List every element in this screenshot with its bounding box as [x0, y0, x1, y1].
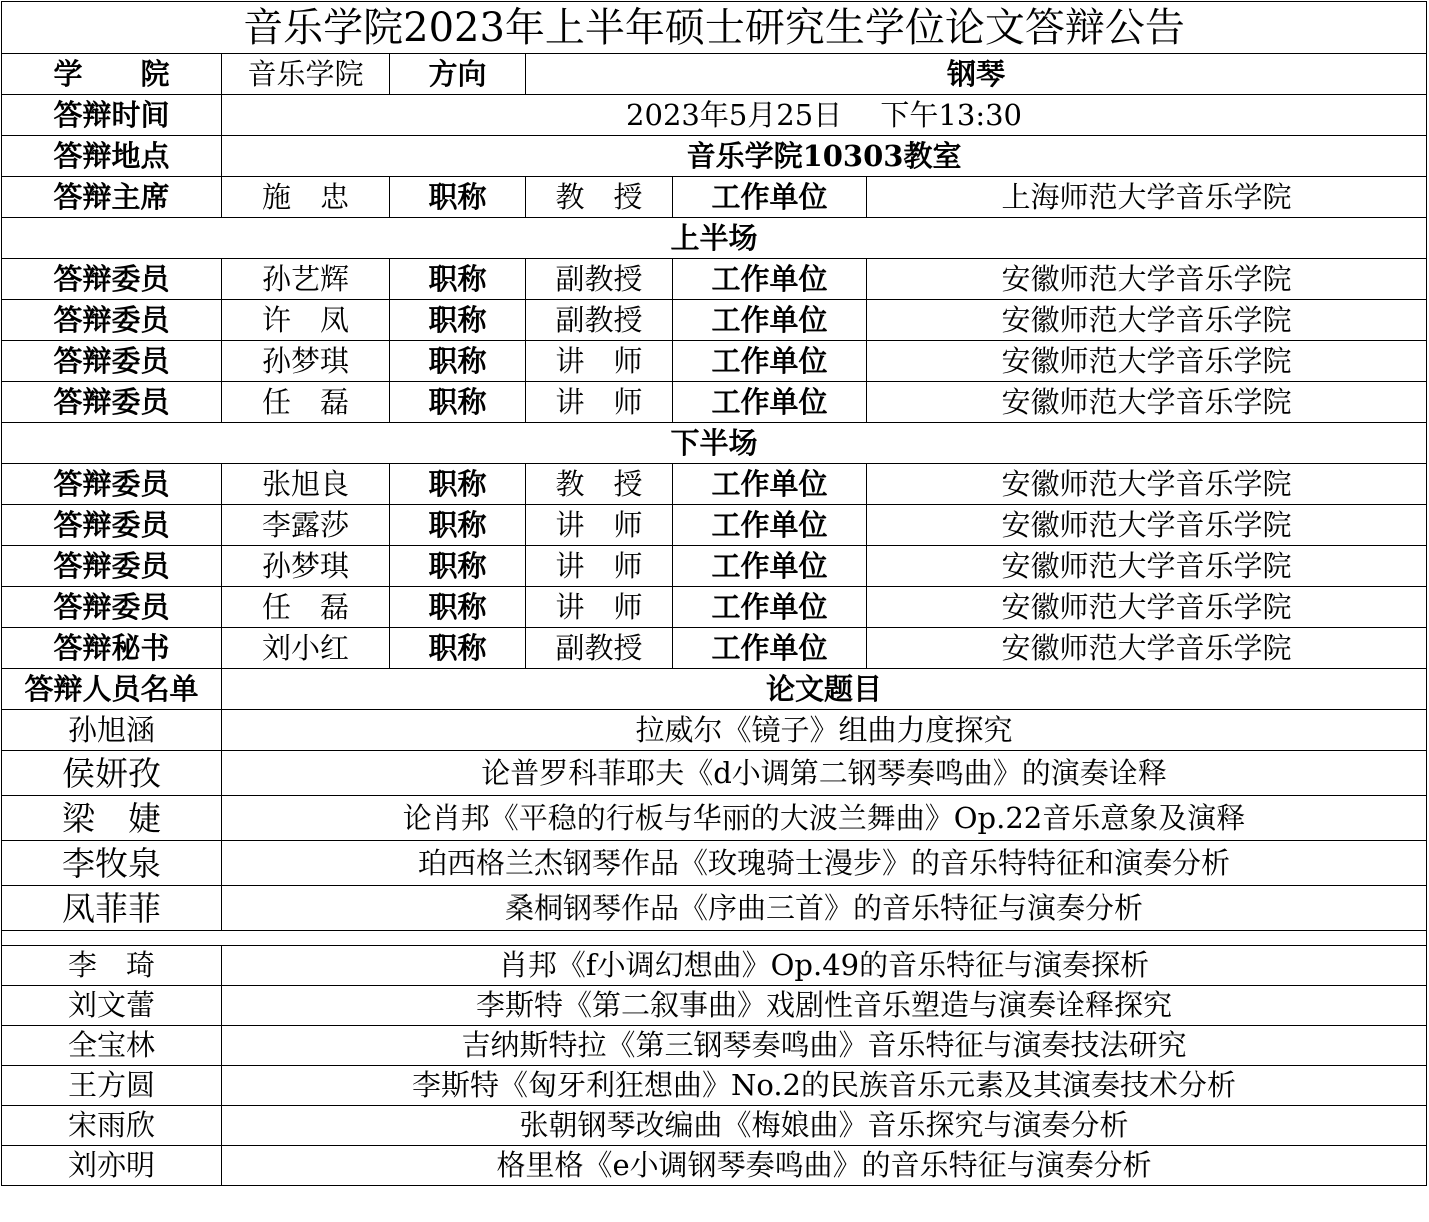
student-row [2, 1146, 1427, 1186]
title-label: 职称 [390, 259, 526, 300]
member-name: 任 磊 [222, 587, 390, 628]
unit-label: 工作单位 [673, 464, 867, 505]
student-name: 刘文蕾 [2, 986, 222, 1026]
member-name: 孙梦琪 [222, 546, 390, 587]
member-title: 讲 师 [526, 546, 673, 587]
member-name: 许 凤 [222, 300, 390, 341]
unit-label: 工作单位 [673, 382, 867, 423]
thesis-title: 珀西格兰杰钢琴作品《玫瑰骑士漫步》的音乐特特征和演奏分析 [222, 841, 1427, 886]
thesis-title: 李斯特《匈牙利狂想曲》No.2的民族音乐元素及其演奏技术分析 [222, 1066, 1427, 1106]
member-title: 副教授 [526, 300, 673, 341]
thesis-title: 桑桐钢琴作品《序曲三首》的音乐特征与演奏分析 [222, 886, 1427, 931]
member-name: 施 忠 [222, 177, 390, 218]
member-title: 教 授 [526, 464, 673, 505]
member-title: 讲 师 [526, 341, 673, 382]
student-row [2, 946, 1427, 986]
thesis-title: 张朝钢琴改编曲《梅娘曲》音乐探究与演奏分析 [222, 1106, 1427, 1146]
student-row [2, 710, 1427, 751]
member-title: 副教授 [526, 259, 673, 300]
title-label: 职称 [390, 505, 526, 546]
member-name: 任 磊 [222, 382, 390, 423]
member-role: 答辩委员 [2, 300, 222, 341]
thesis-title: 拉威尔《镜子》组曲力度探究 [222, 710, 1427, 751]
student-name: 全宝林 [2, 1026, 222, 1066]
member-role: 答辩主席 [2, 177, 222, 218]
thesis-title: 李斯特《第二叙事曲》戏剧性音乐塑造与演奏诠释探究 [222, 986, 1427, 1026]
member-role: 答辩委员 [2, 464, 222, 505]
students-header: 答辩人员名单 [2, 669, 222, 710]
member-name: 孙艺辉 [222, 259, 390, 300]
title-label: 职称 [390, 382, 526, 423]
chair-row [2, 177, 1427, 218]
student-name: 梁 婕 [2, 796, 222, 841]
student-name: 凤菲菲 [2, 886, 222, 931]
member-title: 教 授 [526, 177, 673, 218]
thesis-title: 格里格《e小调钢琴奏鸣曲》的音乐特征与演奏分析 [222, 1146, 1427, 1186]
student-name: 李 琦 [2, 946, 222, 986]
defense-announcement-table [1, 1, 1427, 1186]
member-title: 讲 师 [526, 382, 673, 423]
spacer-row [2, 931, 1427, 946]
member-unit: 安徽师范大学音乐学院 [867, 505, 1427, 546]
time-label: 答辩时间 [2, 95, 222, 136]
student-name: 孙旭涵 [2, 710, 222, 751]
member-unit: 安徽师范大学音乐学院 [867, 546, 1427, 587]
student-row [2, 796, 1427, 841]
location-value: 音乐学院10303教室 [222, 136, 1427, 177]
student-name: 宋雨欣 [2, 1106, 222, 1146]
thesis-title: 吉纳斯特拉《第三钢琴奏鸣曲》音乐特征与演奏技法研究 [222, 1026, 1427, 1066]
title-label: 职称 [390, 546, 526, 587]
member-role: 答辩委员 [2, 587, 222, 628]
first-half-heading: 上半场 [2, 218, 1427, 259]
member-row [2, 300, 1427, 341]
member-role: 答辩委员 [2, 259, 222, 300]
title-label: 职称 [390, 464, 526, 505]
title-label: 职称 [390, 300, 526, 341]
member-role: 答辩委员 [2, 341, 222, 382]
member-row [2, 505, 1427, 546]
thesis-title: 肖邦《f小调幻想曲》Op.49的音乐特征与演奏探析 [222, 946, 1427, 986]
student-row [2, 751, 1427, 796]
time-value: 2023年5月25日 下午13:30 [222, 95, 1427, 136]
member-unit: 安徽师范大学音乐学院 [867, 587, 1427, 628]
member-name: 李露莎 [222, 505, 390, 546]
unit-label: 工作单位 [673, 259, 867, 300]
member-row [2, 341, 1427, 382]
student-row [2, 1066, 1427, 1106]
member-unit: 安徽师范大学音乐学院 [867, 341, 1427, 382]
member-name: 刘小红 [222, 628, 390, 669]
unit-label: 工作单位 [673, 177, 867, 218]
member-unit: 安徽师范大学音乐学院 [867, 382, 1427, 423]
direction-label: 方向 [390, 54, 526, 95]
thesis-header: 论文题目 [222, 669, 1427, 710]
title-label: 职称 [390, 341, 526, 382]
student-name: 侯妍孜 [2, 751, 222, 796]
member-name: 孙梦琪 [222, 341, 390, 382]
member-title: 讲 师 [526, 587, 673, 628]
student-row [2, 986, 1427, 1026]
title-label: 职称 [390, 628, 526, 669]
student-row [2, 1026, 1427, 1066]
member-unit: 安徽师范大学音乐学院 [867, 464, 1427, 505]
student-name: 刘亦明 [2, 1146, 222, 1186]
unit-label: 工作单位 [673, 300, 867, 341]
member-title: 讲 师 [526, 505, 673, 546]
unit-label: 工作单位 [673, 505, 867, 546]
member-row [2, 259, 1427, 300]
location-label: 答辩地点 [2, 136, 222, 177]
page-title: 音乐学院2023年上半年硕士研究生学位论文答辩公告 [2, 2, 1427, 54]
member-row [2, 546, 1427, 587]
member-unit: 安徽师范大学音乐学院 [867, 259, 1427, 300]
member-row [2, 464, 1427, 505]
member-role: 答辩委员 [2, 382, 222, 423]
unit-label: 工作单位 [673, 546, 867, 587]
title-label: 职称 [390, 587, 526, 628]
member-name: 张旭良 [222, 464, 390, 505]
unit-label: 工作单位 [673, 628, 867, 669]
member-role: 答辩委员 [2, 505, 222, 546]
student-name: 王方圆 [2, 1066, 222, 1106]
thesis-title: 论肖邦《平稳的行板与华丽的大波兰舞曲》Op.22音乐意象及演释 [222, 796, 1427, 841]
student-name: 李牧泉 [2, 841, 222, 886]
member-row [2, 587, 1427, 628]
direction-value: 钢琴 [526, 54, 1427, 95]
member-unit: 安徽师范大学音乐学院 [867, 300, 1427, 341]
secretary-row [2, 628, 1427, 669]
member-title: 副教授 [526, 628, 673, 669]
title-label: 职称 [390, 177, 526, 218]
member-unit: 上海师范大学音乐学院 [867, 177, 1427, 218]
student-row [2, 886, 1427, 931]
unit-label: 工作单位 [673, 341, 867, 382]
spacer-cell [2, 931, 1427, 946]
member-role: 答辩秘书 [2, 628, 222, 669]
member-role: 答辩委员 [2, 546, 222, 587]
student-row [2, 1106, 1427, 1146]
college-label: 学 院 [2, 54, 222, 95]
unit-label: 工作单位 [673, 587, 867, 628]
college-value: 音乐学院 [222, 54, 390, 95]
student-row [2, 841, 1427, 886]
second-half-heading: 下半场 [2, 423, 1427, 464]
member-row [2, 382, 1427, 423]
member-unit: 安徽师范大学音乐学院 [867, 628, 1427, 669]
thesis-title: 论普罗科菲耶夫《d小调第二钢琴奏鸣曲》的演奏诠释 [222, 751, 1427, 796]
